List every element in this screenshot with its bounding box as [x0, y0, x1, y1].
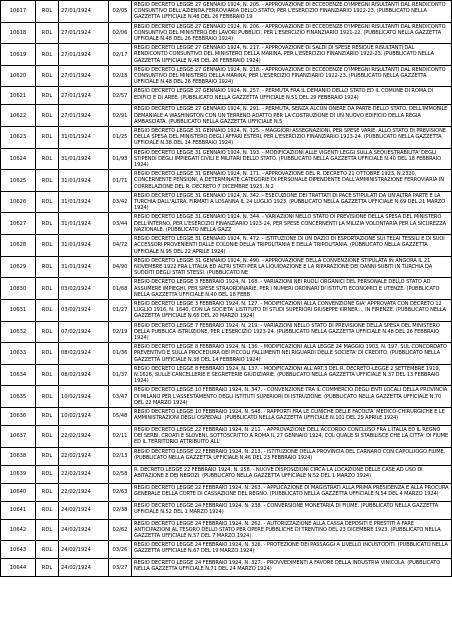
decree-number: 10638: [1, 447, 36, 465]
decree-code: 02/91: [109, 105, 132, 127]
decree-code: 01/27: [109, 299, 132, 321]
table-row: [1, 501, 452, 519]
decree-number: 10629: [1, 256, 36, 278]
decree-code: 04/90: [109, 256, 132, 278]
decree-description: R. DECRETO LEGGE 22 FEBBRAIO 1924, N. 258. - NUOVE DISPOSIZIONI CIRCA LA LOCAZIONE DELLE CASE AD USO DI ABITAZIONE E DEI NEGOZI. (PUBBLICATO NELLA GAZZETTA UFFICIALE N.52 DEL 1 MARZO 1924): [132, 465, 452, 483]
decree-type: RDL: [36, 519, 59, 541]
decree-description: REGIO DECRETO LEGGE 27 GENNAIO 1924, N. 206. - APPROVAZIONE DI ECCEDENZE D'IMPEGNI RISULTANTI DAL RENDICONTO CONSUNTIVO DEL MINISTERO DEI LAVORI PUBBLICI, PER L'ESERCIZIO FINANZIARIO 1921-22. (PUBBLICATO NELLA GAZZETTA UFFICIALE N.48 DEL 26 FEBBRAIO 1924): [132, 22, 452, 44]
decree-type: RDL: [36, 22, 59, 44]
decree-code: 02/06: [109, 22, 132, 44]
decree-number: 10625: [1, 170, 36, 192]
decree-number: 10637: [1, 425, 36, 447]
decree-type: RDL: [36, 559, 59, 577]
decree-description: REGIO DECRETO LEGGE 24 FEBBRAIO 1924, N. 327. - PROVVEDIMENTI A FAVORE DELLA INDUSTRIA VINICOLA. (PUBBLICATO NELLA GAZZETTA UFFICIALE N.71 DEL 24 MARZO 1924): [132, 559, 452, 577]
table-row: [1, 127, 452, 149]
decree-code: 02/58: [109, 465, 132, 483]
decree-date: 24/02/1924: [59, 501, 109, 519]
decree-date: 27/01/1924: [59, 44, 109, 66]
decree-description: REGIO DECRETO LEGGE 22 FEBBRAIO 1924, N. 263. - APPLICAZIONE DI MAGISTRATI ALLA PRIMA PRESIDENZA E ALLA PROCURA GENERALE DELLA CORTE DI CASSAZIONE DEL REGNO. (PUBBLICATO NELLA GAZZETTA UFFICIALE N.54 DEL 4 MARZO 1924): [132, 483, 452, 501]
table-row: [1, 343, 452, 365]
decree-type: RDL: [36, 425, 59, 447]
decree-code: 03/42: [109, 191, 132, 213]
decree-description: REGIO DECRETO LEGGE 31 GENNAIO 1924, N. 193. - MODIFICAZIONI ALLE VIGENTI LEGGI SULLA SEQUESTRABILITA' DEGLI STIPENDI DEGLI IMPIEGATI CIVILI E MILITARI DELLO STATO. (PUBBLICATO NELLA GAZZETTA UFFICIALE N.40 DEL 18 FEBBRAIO 1924): [132, 148, 452, 170]
table-row: [1, 278, 452, 300]
decree-date: 27/01/1924: [59, 22, 109, 44]
decree-type: RDL: [36, 541, 59, 559]
decree-code: 04/72: [109, 235, 132, 257]
decree-type: RDL: [36, 1, 59, 23]
decree-number: 10631: [1, 299, 36, 321]
decree-code: 03/44: [109, 213, 132, 235]
table-row: [1, 364, 452, 386]
decree-date: 27/01/1924: [59, 105, 109, 127]
decree-code: 01/93: [109, 148, 132, 170]
decree-type: RDL: [36, 87, 59, 105]
table-row: [1, 256, 452, 278]
decree-code: 02/38: [109, 501, 132, 519]
decree-date: 10/02/1924: [59, 407, 109, 425]
decree-code: 02/62: [109, 519, 132, 541]
decree-number: 10630: [1, 278, 36, 300]
decree-description: REGIO DECRETO LEGGE 31 GENNAIO 1924, N. 125. - MAGGIORI ASSEGNAZIONI, PER SPESE VARIE, ALLO STATO DI PREVISIONE DELLA SPESA DEL MINISTERO DEGLI AFFARI ESTERI, PER L'ESERCIZIO FINANZIARIO 1923-24. (PUBBLICATO NELLA GAZZETTA UFFICIALE N.38 DEL 14 FEBBRAIO 1924): [132, 127, 452, 149]
decree-code: 02/57: [109, 87, 132, 105]
table-row: [1, 87, 452, 105]
decree-code: 02/05: [109, 1, 132, 23]
decree-description: REGIO DECRETO LEGGE 8 FEBBRAIO 1924, N. 136. - MODIFICAZIONI ALLA LEGGE 24 MAGGIO 1903, N. 197, SUL CONCORDATO PREVENTIVO E SULLA PROCEDURA DEI PICCOLI FALLIMENTI NEI RIGUARDI DELLE SOCIETA' DI CREDITO. (PUBBLICATO NELLA GAZZETTA UFFICIALE N.38 DEL 14 FEBBRAIO 1924): [132, 343, 452, 365]
decree-code: 03/27: [109, 559, 132, 577]
decree-number: 10627: [1, 213, 36, 235]
decree-number: 10642: [1, 519, 36, 541]
decree-date: 31/01/1924: [59, 191, 109, 213]
decree-description: REGIO DECRETO LEGGE 27 GENNAIO 1924, N. 205. - APPROVAZIONE DI ECCEDENZE D'IMPEGNI RISULTANTI DAL RENDICONTO CONSUNTIVO DELL'AZIENDA FERROVIARIA DELLO STATO, PER L'ESERCIZIO FINANZIARIO 1922-23. (PUBBLICATO NELLA GAZZETTA UFFICIALE N.48 DEL 26 FEBBRAIO 19: [132, 1, 452, 23]
table-row: [1, 65, 452, 87]
decree-number: 10636: [1, 407, 36, 425]
decree-number: 10624: [1, 148, 36, 170]
decree-number: 10640: [1, 483, 36, 501]
decree-type: RDL: [36, 44, 59, 66]
decree-type: RDL: [36, 501, 59, 519]
decree-date: 31/01/1924: [59, 213, 109, 235]
decree-date: 27/01/1924: [59, 65, 109, 87]
decree-code: 01/68: [109, 278, 132, 300]
decree-date: 07/02/1924: [59, 321, 109, 343]
decree-number: 10622: [1, 105, 36, 127]
table-row: [1, 425, 452, 447]
decree-date: 31/01/1924: [59, 256, 109, 278]
decree-number: 10620: [1, 65, 36, 87]
decree-description: REGIO DECRETO LEGGE 22 FEBBRAIO 1924, N. 211. - APPROVAZIONE DELL'ACCORDO CONCLUSO FRA L'ITALIA ED IL REGNO DEI SERBI, CROATI E SLOVENI, SOTTOSCRITTO A ROMA IL 27 GENNAIO 1924, COL QUALE SI STABILISCE CHE LA CITTA' DI FIUME ED IL TERRITORIO ATTRIBUITO ALL': [132, 425, 452, 447]
decree-type: RDL: [36, 278, 59, 300]
decree-description: REGIO DECRETO LEGGE 24 FEBBRAIO 1924, N. 262. - AUTORIZZAZIONE ALLA CASSA DEPOSITI E PRESTITI A FARE ANTICIPAZIONI AL TESORO DELLO STATO PER OPERE PUBBLICHE DI TRENTINO DEL 23 DICEMBRE 1923. (PUBBLICATO NELLA GAZZETTA UFFICIALE N.57 DEL 7 MARZO 1924): [132, 519, 452, 541]
decree-description: REGIO DECRETO LEGGE 27 GENNAIO 1924, N. 217. - APPROVAZIONE DI SALDI DI SPESE RESIDUE RISULTANTI DAL RENDICONTO CONSUNTIVO DEL MINISTERO DELLA MARINA, PER L'ESERCIZIO FINANZIARIO 1922-23. (PUBBLICATO NELLA GAZZETTA UFFICIALE N.48 DEL 26 FEBBRAIO 1924): [132, 44, 452, 66]
table-row: [1, 22, 452, 44]
table-row: [1, 321, 452, 343]
decree-type: RDL: [36, 170, 59, 192]
decree-number: 10633: [1, 343, 36, 365]
decree-description: REGIO DECRETO LEGGE 27 GENNAIO 1924, N. 218. - APPROVAZIONE DI ECCEDENZE D'IMPEGNI RISULTANTI DAL RENDICONTO CONSUNTIVO DEL MINISTERO DELLA MARINA, PER L'ESERCIZIO FINANZIARIO 1922-23. (PUBBLICATO NELLA GAZZETTA UFFICIALE N.48 DEL 26 FEBBRAIO 1924): [132, 65, 452, 87]
decree-date: 31/01/1924: [59, 148, 109, 170]
decree-number: 10618: [1, 22, 36, 44]
decree-code: 02/17: [109, 44, 132, 66]
decree-date: 08/02/1924: [59, 364, 109, 386]
table-row: [1, 191, 452, 213]
decree-number: 10632: [1, 321, 36, 343]
decree-number: 10644: [1, 559, 36, 577]
decree-type: RDL: [36, 148, 59, 170]
decree-code: 02/19: [109, 321, 132, 343]
decree-date: 31/01/1924: [59, 127, 109, 149]
table-row: [1, 44, 452, 66]
decree-description: REGIO DECRETO LEGGE 8 FEBBRAIO 1924, N. 137. - MODIFICAZIONI ALL'ART.3 DEL R. DECRETO-LEGGE 2 SETTEMBRE 1919, N.1626, SULLE CANCELLERIE E SEGRETERIE GIUDIZIARIE. (PUBBLICATO NELLA GAZZETTA UFFICIALE N.37 DEL 13 FEBBRAIO 1924): [132, 364, 452, 386]
decree-number: 10617: [1, 1, 36, 23]
decree-description: REGIO DECRETO LEGGE 31 GENNAIO 1924, N. 344. - VARIAZIONI NELLO STATO DI PREVISIONE DELLA SPESA DEL MINISTERO DELL'INTERNO, PER L'ESERCIZIO FINANZIARIO 1923-24, PER SPESE CONCERNENTI LA MILIZIA VOLONTARIA PER LA SICUREZZA NAZIONALE. (PUBBLICATO NELLA GAZZ: [132, 213, 452, 235]
decree-number: 10628: [1, 235, 36, 257]
decree-type: RDL: [36, 213, 59, 235]
decree-number: 10619: [1, 44, 36, 66]
decree-number: 10634: [1, 364, 36, 386]
decree-description: REGIO DECRETO LEGGE 24 FEBBRAIO 1924, N. 326. - PROTEZIONE DEI PASSAGGI A LIVELLO INCUSTODITI. (PUBBLICATO NELLA GAZZETTA UFFICIALE N.67 DEL 19 MARZO 1924): [132, 541, 452, 559]
decree-date: 03/02/1924: [59, 299, 109, 321]
decree-code: 03/47: [109, 386, 132, 408]
decree-number: 10623: [1, 127, 36, 149]
decree-type: RDL: [36, 447, 59, 465]
decree-description: REGIO DECRETO LEGGE 24 FEBBRAIO 1924, N. 238. - CONVERSIONE MONETARIA DI FIUME. (PUBBLICATO NELLA GAZZETTA UFFICIALE N.52 DEL 1 MARZO 1924): [132, 501, 452, 519]
table-row: [1, 148, 452, 170]
table-row: [1, 407, 452, 425]
decree-code: 02/63: [109, 483, 132, 501]
decree-date: 03/02/1924: [59, 278, 109, 300]
decree-type: RDL: [36, 321, 59, 343]
decree-date: 27/01/1924: [59, 87, 109, 105]
decree-type: RDL: [36, 364, 59, 386]
table-row: [1, 541, 452, 559]
decree-date: 10/02/1924: [59, 386, 109, 408]
decree-description: REGIO DECRETO LEGGE 10 FEBBRAIO 1924, N. 347. - CONVENZIONE TRA IL COMMERCIO DEGLI ENTI LOCALI DELLA PROVINCIA DI MILANO PER L'ASSESTAMENTO DEGLI ISTITUTI SUPERIORI DI ISTRUZIONE. (PUBBLICATO NELLA GAZZETTA UFFICIALE N.70 DEL 22 MARZO 1924): [132, 386, 452, 408]
decree-type: RDL: [36, 256, 59, 278]
decree-type: RDL: [36, 105, 59, 127]
decree-description: REGIO DECRETO LEGGE 31 GENNAIO 1924, N. 490. - APPROVAZIONE DELLA CONVENZIONE STIPULATA IN ANGORA IL 21 NOVEMBRE 1922 FRA L'ITALIA ED ALTRI STATI PER LA LIQUIDAZIONE E LA RIPARAZIONE DEI DANNI SUBITI IN TURCHIA DA SUDDITI DEGLI STATI STESSI. (PUBBLICATO NE: [132, 256, 452, 278]
decree-date: 27/01/1924: [59, 1, 109, 23]
decree-description: REGIO DECRETO LEGGE 22 FEBBRAIO 1924, N. 213. - ISTITUZIONE DELLA PROVINCIA DEL CARNARO CON CAPOLUOGO FIUME. (PUBBLICATO NELLA GAZZETTA UFFICIALE N.46 DEL 23 FEBBRAIO 1924): [132, 447, 452, 465]
decree-code: 01/37: [109, 364, 132, 386]
decree-code: 02/13: [109, 447, 132, 465]
decree-code: 01/36: [109, 343, 132, 365]
decree-type: RDL: [36, 65, 59, 87]
decree-description: REGIO DECRETO LEGGE 10 FEBBRAIO 1924, N. 548. - RAPPORTI FRA LE CLINICHE DELLE FACOLTA' MEDICO-CHIRURGICHE E LE AMMINISTRAZIONI DEGLI OSPEDALI. (PUBBLICATO NELLA GAZZETTA UFFICIALE N.101 DEL 29 APRILE 1924): [132, 407, 452, 425]
decree-code: 02/11: [109, 425, 132, 447]
decree-description: REGIO DECRETO LEGGE 27 GENNAIO 1924, N. 291. - PERMUTA, SENZA ALCUN ONERE DA PARTE DELLO STATO, DELL'IMMOBILE DEMANIALE A WASHINGTON CON UN TERRENO ADATTO PER LA COSTRUZIONE DI UN NUOVO EDIFICIO DELLA REGIA AMBASCIATA. (PUBBLICATO NELLA GAZZETTA UFFICIALE N.5: [132, 105, 452, 127]
decree-number: 10641: [1, 501, 36, 519]
table-row: [1, 213, 452, 235]
decree-description: REGIO DECRETO LEGGE 3 FEBBRAIO 1924, N. 168. - VARIAZIONI NEI RUOLI ORGANICI DEL PERSONALE DELLO STATO AD ASSUMERE IMPIEGHI, PER SPESE STRAORDINARIE, PER I NUMERI ORDINARI DI ISTITUTI ECONOMICI E UTENZE. (PUBBLICATO NELLA GAZZETTA UFFICIALE N.40 DEL 18 FEBB: [132, 278, 452, 300]
decree-code: 03/26: [109, 541, 132, 559]
table-row: [1, 559, 452, 577]
decree-number: 10635: [1, 386, 36, 408]
decree-number: 10639: [1, 465, 36, 483]
decree-description: REGIO DECRETO LEGGE 7 FEBBRAIO 1924, N. 219. - VARIAZIONI NELLO STATO DI PREVISIONE DELLA SPESA DEL MINISTERO DELLA PUBBLICA ISTRUZIONE, PER L'ESERCIZIO 1923-24. (PUBBLICATO NELLA GAZZETTA UFFICIALE N.48 DEL 26 FEBBRAIO 1924): [132, 321, 452, 343]
decree-date: 08/02/1924: [59, 343, 109, 365]
decree-date: 24/02/1924: [59, 541, 109, 559]
decree-number: 10626: [1, 191, 36, 213]
decree-number: 10621: [1, 87, 36, 105]
decree-date: 24/02/1924: [59, 519, 109, 541]
table-row: [1, 519, 452, 541]
table-row: [1, 483, 452, 501]
decree-date: 24/02/1924: [59, 559, 109, 577]
decree-type: RDL: [36, 465, 59, 483]
table-row: [1, 235, 452, 257]
decree-type: RDL: [36, 191, 59, 213]
table-row: [1, 465, 452, 483]
decree-date: 31/01/1924: [59, 235, 109, 257]
table-row: [1, 1, 452, 23]
decree-description: REGIO DECRETO LEGGE 27 GENNAIO 1924, N. 257. - PERMUTA FRA IL DEMANIO DELLO STATO ED IL COMUNE DI ROMA DI EDIFICI E DI AREE. (PUBBLICATO NELLA GAZZETTA UFFICIALE N.51 DEL 29 FEBBRAIO 1924): [132, 87, 452, 105]
decree-description: REGIO DECRETO LEGGE 31 GENNAIO 1924, N. 472. - ISTITUZIONE DI UN DAZIO DI ESPORTAZIONE SUI TELAI TESSILI E DI SUOI ACCESSORI PROVENIENTI DALLE COLONIE DELLA TRIPOLITANIA E DELLA TRIPOLITANIA. (PUBBLICATO NELLA GAZZETTA UFFICIALE N.95 DEL 22 APRILE 1924): [132, 235, 452, 257]
decree-code: 01/71: [109, 170, 132, 192]
decree-description: REGIO DECRETO LEGGE 3 FEBBRAIO 1924, N. 127. - MODIFICAZIONI ALLA CONVENZIONE GIA' APPROVATA CON DECRETO 12 LUGLIO 1916, N. 1640, CON LA SOCIETA' LISTITUTO DI STUDI SUPERIORI GIUSEPPE KIRNER..., IN FIRENZE. (PUBBLICATO NELLA GAZZETTA UFFICIALE N.66 DEL 20 MARZO 1924): [132, 299, 452, 321]
table-row: [1, 447, 452, 465]
table-row: [1, 105, 452, 127]
decree-register-body: [1, 1, 452, 577]
decree-type: RDL: [36, 127, 59, 149]
decree-type: RDL: [36, 299, 59, 321]
table-row: [1, 386, 452, 408]
decree-date: 31/01/1924: [59, 170, 109, 192]
decree-code: 01/25: [109, 127, 132, 149]
decree-type: RDL: [36, 386, 59, 408]
decree-number: 10643: [1, 541, 36, 559]
decree-date: 22/02/1924: [59, 425, 109, 447]
decree-code: 05/48: [109, 407, 132, 425]
decree-type: RDL: [36, 483, 59, 501]
decree-date: 22/02/1924: [59, 447, 109, 465]
decree-code: 02/18: [109, 65, 132, 87]
decree-date: 22/02/1924: [59, 465, 109, 483]
decree-type: RDL: [36, 343, 59, 365]
decree-description: REGIO DECRETO LEGGE 31 GENNAIO 1924, N. 171. - APPROVAZIONE DEL R. DECRETO 21 OTTOBRE 1923, N.2320, CONCERNENTE PENSIONI, A DETERMINATE CATEGORIE DI PERSONALE DIPENDENTE DALL'AMMINISTRAZIONE FERROVIARIA IN CORRELAZIONE DEL R. DECRETO 7 DICEMBRE 1923, N.2: [132, 170, 452, 192]
decree-date: 22/02/1924: [59, 483, 109, 501]
decree-type: RDL: [36, 235, 59, 257]
decree-description: REGIO DECRETO LEGGE 31 GENNAIO 1924, N. 342. - ESECUZIONE DEI TRATTATI DI PACE STIPULATI DA UN'ALTRA PARTE E LA TURCHIA DALL'ALTRA, FIRMATI A LOSANNA IL 24 LUGLIO 1923. (PUBBLICATO NELLA GAZZETTA UFFICIALE N.69 DEL 21 MARZO 1924): [132, 191, 452, 213]
table-row: [1, 170, 452, 192]
decree-type: RDL: [36, 407, 59, 425]
table-row: [1, 299, 452, 321]
